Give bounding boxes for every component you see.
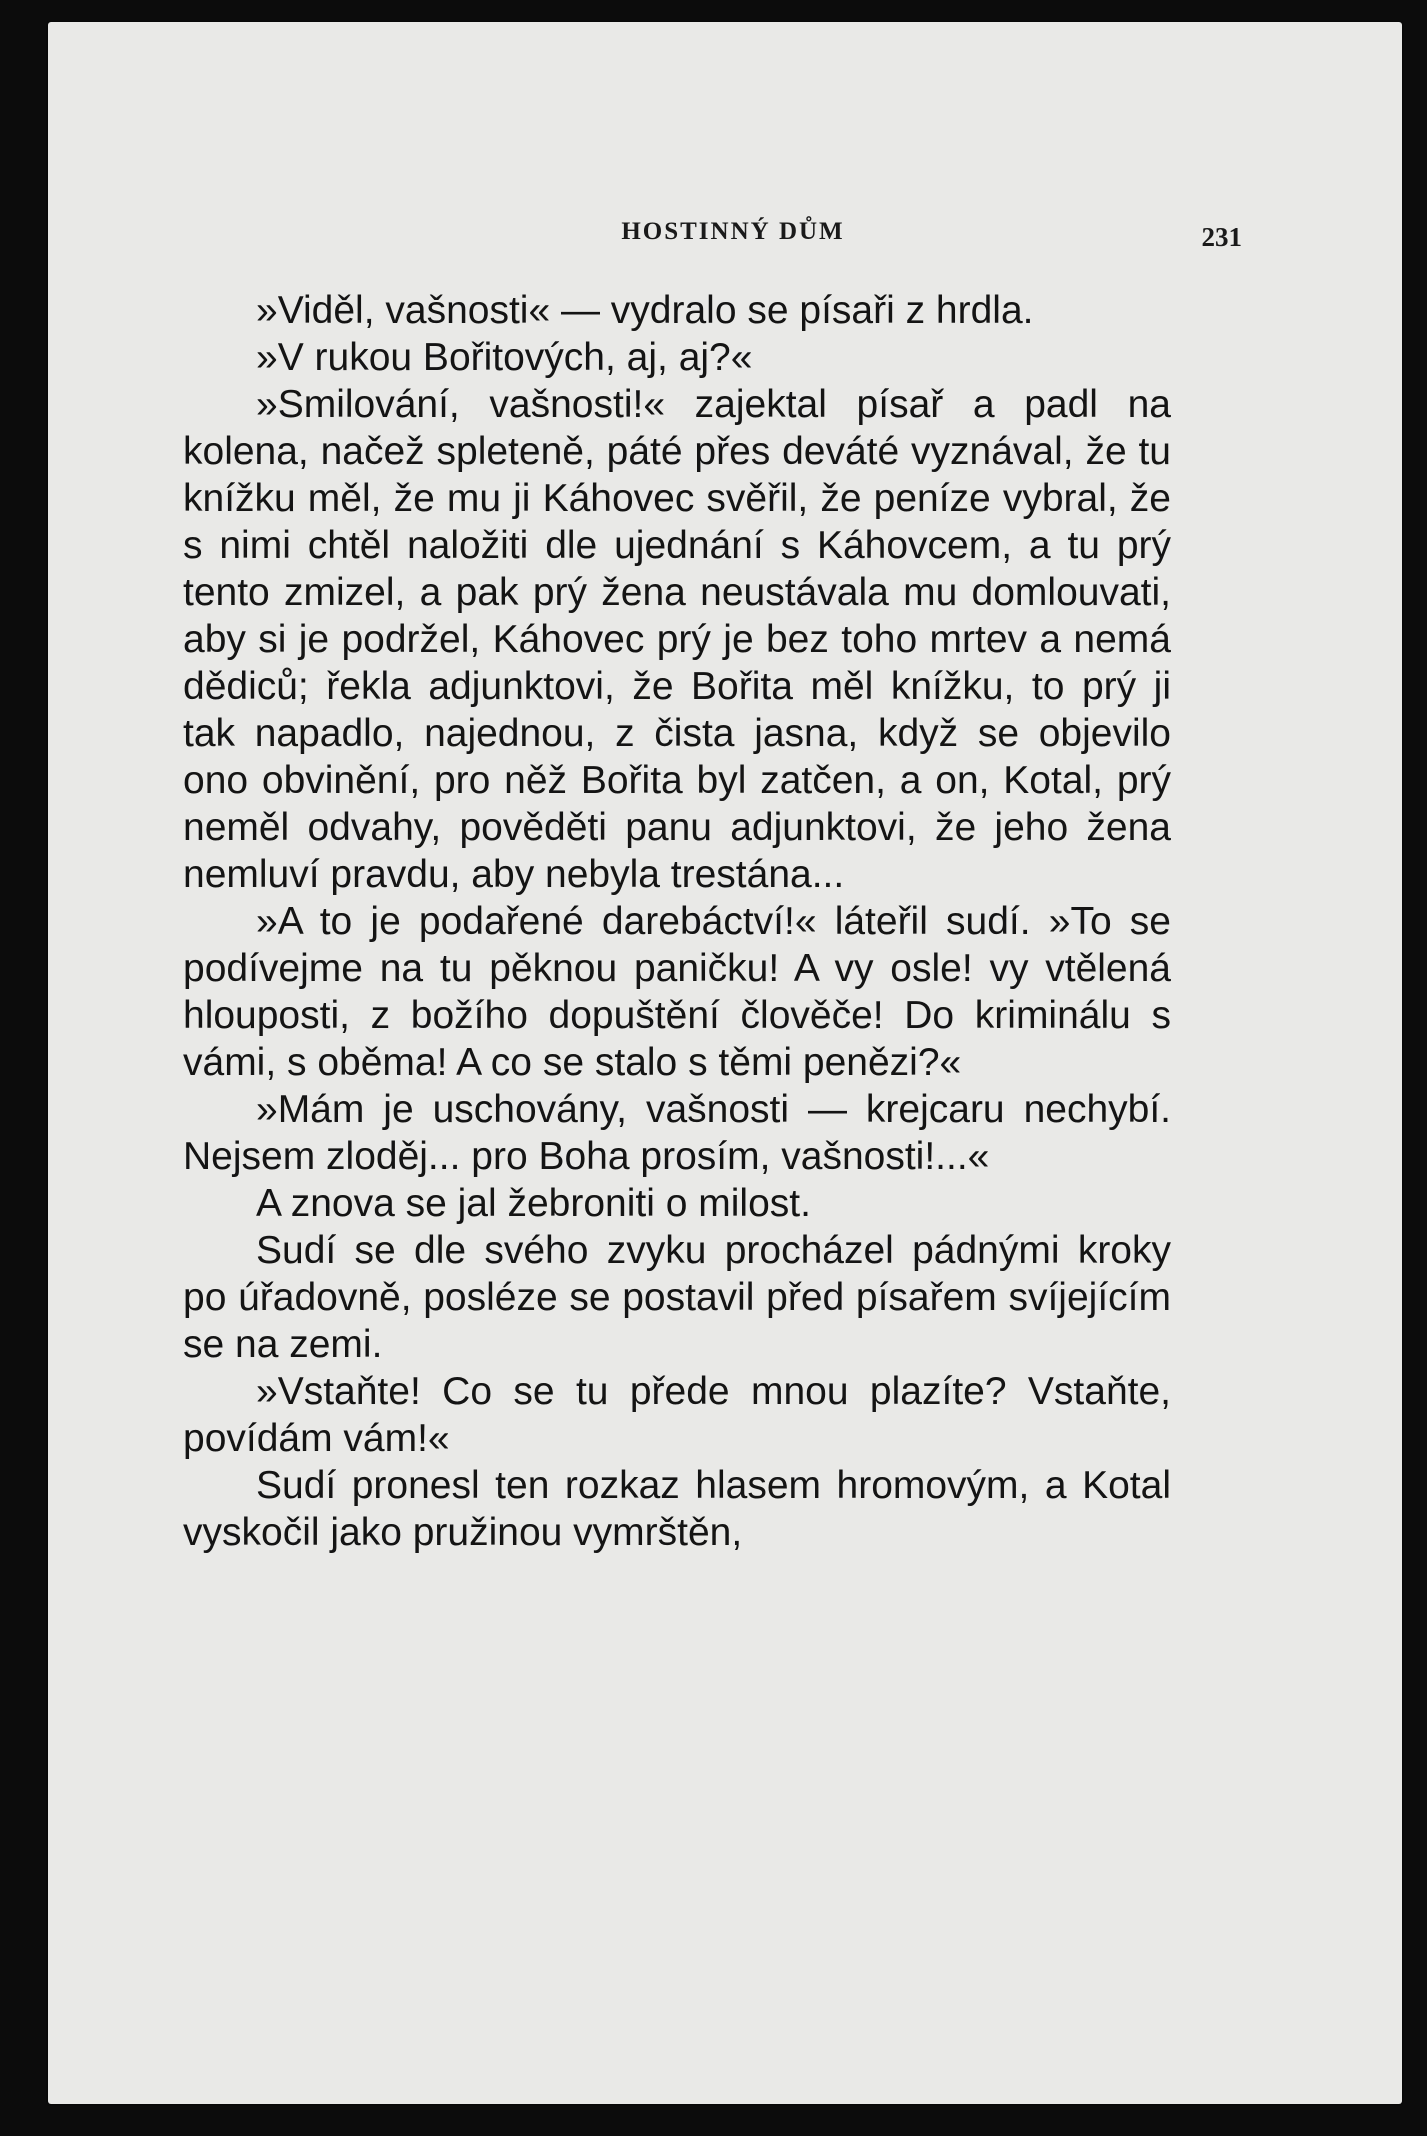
paragraph: »Mám je uschovány, vašnosti — krejcaru nechybí. Nejsem zloděj... pro Boha prosím, vašnosti!...« bbox=[183, 1088, 1171, 1178]
body-text bbox=[183, 287, 1171, 1556]
paragraph: »V rukou Bořitových, aj, aj?« bbox=[256, 336, 753, 379]
paragraph: »Vstaňte! Co se tu přede mnou plazíte? Vstaňte, povídám vám!« bbox=[183, 1370, 1171, 1460]
page-number: 231 bbox=[1201, 222, 1242, 252]
paragraph: Sudí se dle svého zvyku procházel pádnými kroky po úřadovně, posléze se postavil před písařem svíjejícím se na zemi. bbox=[183, 1229, 1171, 1366]
paragraph: »A to je podařené darebáctví!« láteřil sudí. »To se podívejme na tu pěknou paničku! A vy osle! vy vtělená hlouposti, z božího dopuštění člověče! Do kriminálu s vámi, s oběma! A co se stalo s těmi penězi?« bbox=[183, 900, 1171, 1084]
paragraph: Sudí pronesl ten rozkaz hlasem hromovým, a Kotal vyskočil jako pružinou vymrštěn, bbox=[183, 1464, 1171, 1554]
paragraph: »Smilování, vašnosti!« zajektal písař a padl na kolena, načež spleteně, páté přes deváté vyznával, že tu knížku měl, že mu ji Káhovec svěřil, že peníze vybral, že s nimi chtěl naložiti dle ujednání s Káhovcem, a tu prý tento zmizel, a pak prý žena neustávala mu domlouvati, aby si je podržel, Káhovec prý je bez toho mrtev a nemá dědiců; řekla adjunktovi, že Bořita měl knížku, to prý ji tak napadlo, najednou, z čista jasna, když se objevilo ono obvinění, pro něž Bořita byl zatčen, a on, Kotal, prý neměl odvahy, pověděti panu adjunktovi, že jeho žena nemluví pravdu, aby nebyla trestána... bbox=[183, 383, 1171, 896]
paragraph: A znova se jal žebroniti o milost. bbox=[256, 1182, 811, 1225]
page-header bbox=[224, 218, 1242, 258]
paragraph: »Viděl, vašnosti« — vydralo se písaři z hrdla. bbox=[256, 289, 1034, 332]
running-head: HOSTINNÝ DŮM bbox=[621, 218, 845, 245]
